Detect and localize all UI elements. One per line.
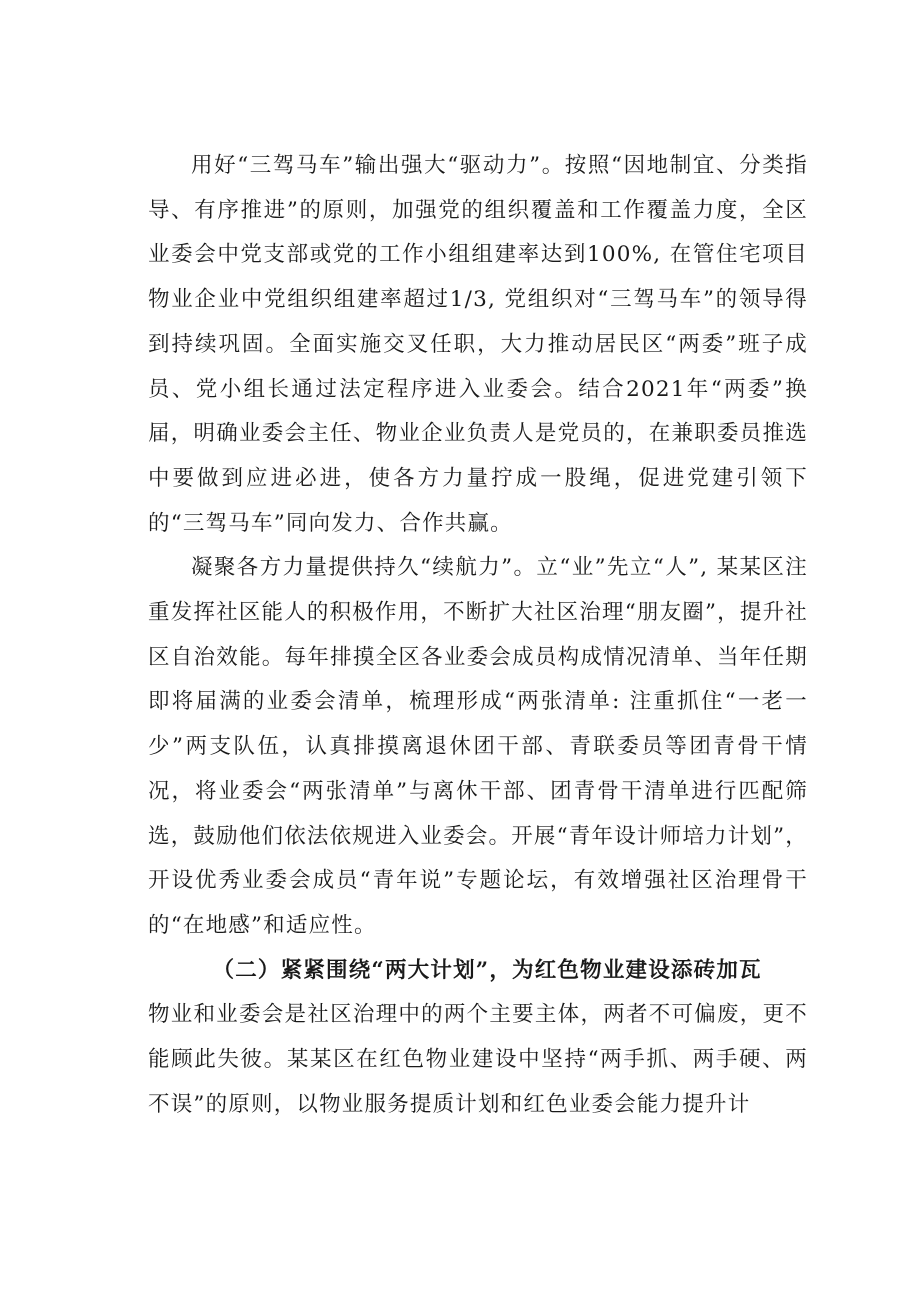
paragraph-troika: 用好“三驾马车”输出强大“驱动力”。按照“因地制宜、分类指导、有序推进”的原则，加强党的组织覆盖和工作覆盖力度，全区业委会中党支部或党的工作小组组建率达到100%, 在管住宅项目物业企业中党组织组建率超过1/3, 党组织对“三驾马车”的领导得到持续巩固。全面实施交叉任职，大力推动居民区“两委”班子成员、党小组长通过法定程序进入业委会。结合2021年“两委”换届，明确业委会主任、物业企业负责人是党员的，在兼职委员推选中要做到应进必进，使各方力量拧成一股绳，促进党建引领下的“三驾马车”同向发力、合作共赢。 xyxy=(148,153,808,536)
section-body: 物业和业委会是社区治理中的两个主要主体，两者不可偏废，更不能顾此失彼。某某区在红色物业建设中坚持“两手抓、两手硬、两不误”的原则，以物业服务提质计划和红色业委会能力提升计 xyxy=(148,1002,808,1117)
document-body xyxy=(148,144,808,1127)
paragraph-endurance: 凝聚各方力量提供持久“续航力”。立“业”先立“人”, 某某区注重发挥社区能人的积极作用，不断扩大社区治理“朋友圈”，提升社区自治效能。每年排摸全区各业委会成员构成情况清单、当年任期即将届满的业委会清单，梳理形成“两张清单: 注重抓住“一老一少”两支队伍，认真排摸离退休团干部、青联委员等团青骨干情况，将业委会“两张清单”与离休干部、团青骨干清单进行匹配筛选，鼓励他们依法依规进入业委会。开展“青年设计师培力计划”，开设优秀业委会成员“青年说”专题论坛，有效增强社区治理骨干的“在地感”和适应性。 xyxy=(148,555,808,938)
section-heading: （二）紧紧围绕“两大计划”，为红色物业建设添砖加瓦 xyxy=(212,957,762,983)
